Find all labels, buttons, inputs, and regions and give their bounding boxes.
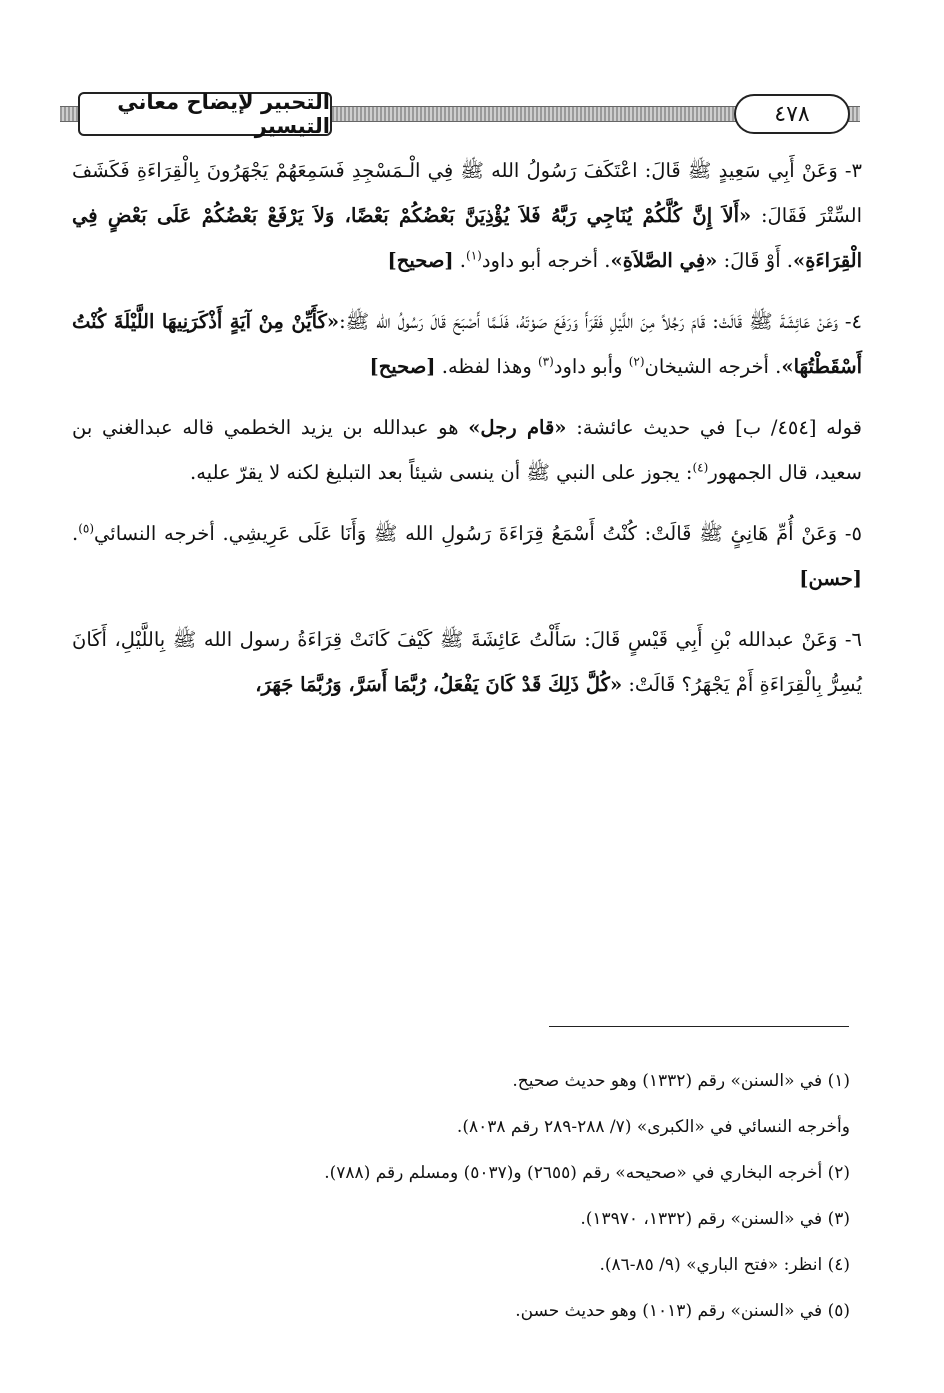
takhrij-text: . أخرجه أبو داود	[481, 249, 611, 272]
commentary-text: هو عبدالله بن يزيد الخطمي قاله عبدالغني بن سعيد، قال الجمهور	[72, 416, 862, 484]
footnote-1: (١) في «السنن» رقم (١٣٣٢) وهو حديث صحيح.	[512, 1071, 850, 1091]
hadith-quote: «فِي الصَّلاَةِ»	[610, 249, 718, 272]
hadith-text: ٥- وَعَنْ أُمِّ هَانِئٍ ﷺ قَالَتْ: كُنْتُ أَسْمَعُ قِرَاءَةَ رَسُولِ الله ﷺ وَأَنَا عَلَى عَرِيشِي. أخرجه النسائي	[94, 522, 862, 545]
hadith-quote: «أَلاَ إِنَّ كُلَّكُمْ يُنَاجِي رَبَّهُ فَلاَ يُؤْذِيَنَّ بَعْضُكُمْ بَعْضًا، وَلاَ يَرْفَعْ بَعْضُكُمْ عَلَى بَعْضٍ فِي الْقِرَاءَةِ»	[72, 204, 862, 272]
footnote-ref: (٤)	[692, 460, 709, 475]
hadith-6	[72, 617, 862, 707]
main-text	[72, 148, 862, 723]
grade-label: [حسن]	[799, 567, 862, 590]
hadith-4	[72, 299, 862, 389]
hadith-quote: «كُلَّ ذَلِكَ قَدْ كَانَ يَفْعَلُ، رُبَّمَا أَسَرَّ، وَرُبَّمَا جَهَرَ،	[255, 673, 623, 696]
hadith-5	[72, 511, 862, 601]
hadith-3	[72, 148, 862, 283]
hadith-text: ٤- وَعَنْ عَائِشَةَ ﷺ قَالَتْ: قَامَ رَجُلاً مِنَ اللَّيْلِ فَقَرَأَ وَرَفَعَ صَوْتَهُ، فَلَـمَّا أَصْبَحَ قَالَ رَسُولُ الله ﷺ:	[339, 310, 862, 333]
takhrij-text: . أخرجه الشيخان	[644, 355, 782, 378]
footnote-4: (٤) انظر: «فتح الباري» (٩/ ٨٥-٨٦).	[599, 1255, 850, 1275]
commentary-text: قوله [٤٥٤/ ب] في حديث عائشة:	[566, 416, 862, 439]
hadith-text: ٣- وَعَنْ أَبِي سَعِيدٍ ﷺ قَالَ: اعْتَكَفَ رَسُولُ الله ﷺ فِي الْـمَسْجِدِ فَسَمِعَهُمْ يَجْهَرُونَ بِالْقِرَاءَةِ فَكَشَفَ السِّتْرَ فَقَالَ:	[72, 159, 862, 227]
footnote-3: (٣) في «السنن» رقم (١٣٣٢، ١٣٩٧٠).	[580, 1209, 850, 1229]
footnote-ref: (١)	[466, 248, 482, 263]
footnote-1-cont: وأخرجه النسائي في «الكبرى» (٧/ ٢٨٨-٢٨٩ رقم ٨٠٣٨).	[456, 1117, 850, 1137]
hadith-text: ٦- وَعَنْ عبدالله بْنِ أَبِي قَيْسٍ قَالَ: سَأَلْتُ عَائِشَةَ ﷺ كَيْفَ كَانَتْ قِرَاءَةُ رسول الله ﷺ بِاللَّيْلِ، أَكَانَ يُسِرُّ بِالْقِرَاءَةِ أَمْ يَجْهَرُ؟ قَالَتْ:	[72, 628, 862, 696]
footnote-2: (٢) أخرجه البخاري في «صحيحه» رقم (٢٦٥٥) و(٥٠٣٧) ومسلم رقم (٧٨٨).	[324, 1163, 850, 1183]
hadith-text: . أَوْ قَالَ:	[717, 249, 794, 272]
grade-label: [صحيح]	[387, 249, 454, 272]
hadith-quote: «كَأَيِّنْ مِنْ آيَةٍ أَذْكَرَنِيهَا اللَّيْلَةَ كُنْتُ أَسْقَطْتُهَا»	[72, 310, 862, 378]
footnote-5: (٥) في «السنن» رقم (١٠١٣) وهو حديث حسن.	[515, 1301, 850, 1321]
grade-label: [صحيح]	[369, 355, 436, 378]
commentary-quote: «قام رجل»	[468, 416, 567, 439]
hadith-text: .	[453, 249, 467, 272]
footnote-ref: (٥)	[78, 521, 95, 536]
commentary	[72, 405, 862, 495]
footnote-separator	[549, 1026, 849, 1027]
commentary-text: : يجوز على النبي ﷺ أن ينسى شيئاً بعد التبليغ لكنه لا يقرّ عليه.	[190, 461, 693, 484]
takhrij-text: وهذا لفظه.	[435, 355, 538, 378]
page-number: ٤٧٨	[734, 94, 850, 134]
footnote-ref: (٣)	[537, 354, 554, 369]
footnote-ref: (٢)	[628, 354, 645, 369]
book-title: التحبير لإيضاح معاني التيسير	[78, 92, 332, 136]
hadith-text: .	[72, 522, 79, 545]
takhrij-text: وأبو داود	[553, 355, 629, 378]
footnotes	[72, 1058, 850, 1334]
running-header	[60, 86, 860, 140]
